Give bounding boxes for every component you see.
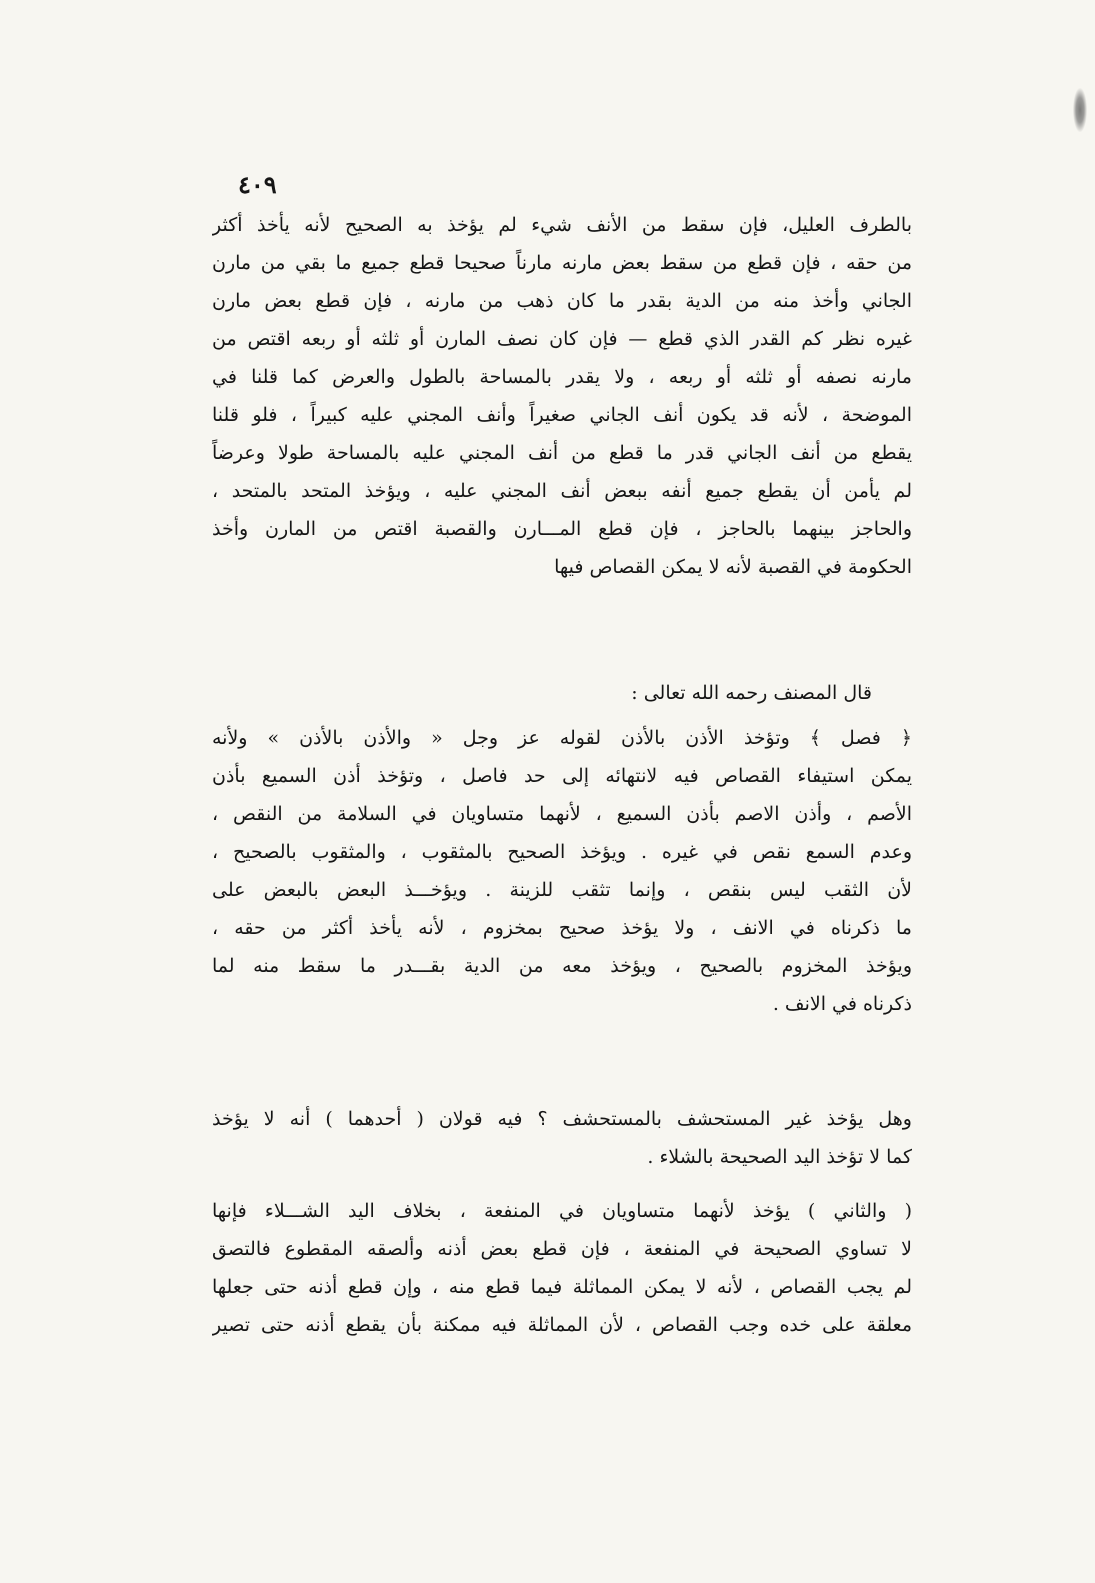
scan-speck (1073, 88, 1087, 132)
text-line: الأصم ، وأذن الاصم بأذن السميع ، لأنهما متساويان في السلامة من النقص ، (212, 803, 912, 825)
text-line: وعدم السمع نقص في غيره . ويؤخذ الصحيح بالمثقوب ، والمثقوب بالصحيح ، (212, 841, 912, 863)
text-line: وهل يؤخذ غير المستحشف بالمستحشف ؟ فيه قولان ( أحدهما ) أنه لا يؤخذ (212, 1108, 912, 1130)
text-line: قال المصنف رحمه الله تعالى : (631, 682, 872, 704)
paragraph-nose-retaliation (212, 206, 912, 586)
text-line: ما ذكرناه في الانف ، ولا يؤخذ صحيح بمخزوم ، لأنه يأخذ أكثر من حقه ، (212, 917, 912, 939)
text-line: يقطع من أنف الجاني قدر ما قطع من أنف المجني عليه بالمساحة طولا وعرضاً (212, 442, 912, 464)
text-line: غيره نظر كم القدر الذي قطع — فإن كان نصف المارن أو ثلثه أو ربعه اقتص من (212, 328, 912, 350)
text-line: والحاجز بينهما بالحاجز ، فإن قطع المـــارن والقصبة اقتص من المارن وأخذ (212, 518, 912, 540)
text-line: ( والثاني ) يؤخذ لأنهما متساويان في المنفعة ، بخلاف اليد الشـــلاء فإنها (212, 1200, 912, 1222)
text-line: ذكرناه في الانف . (772, 993, 912, 1015)
text-line: معلقة على خده وجب القصاص ، لأن المماثلة فيه ممكنة بأن يقطع أذنه حتى تصير (212, 1314, 912, 1336)
text-line: مارنه نصفه أو ثلثه أو ربعه ، ولا يقدر بالمساحة بالطول والعرض كما قلنا في (212, 366, 912, 388)
paragraph-second-opinion (212, 1192, 912, 1344)
paragraph-section-ear (212, 719, 912, 1023)
text-line: لأن الثقب ليس بنقص ، وإنما تثقب للزينة . ويؤخـــذ البعض بالبعض على (212, 879, 912, 901)
text-line: بالطرف العليل، فإن سقط من الأنف شيء لم يؤخذ به الصحيح لأنه يأخذ أكثر (212, 214, 912, 236)
page-number: ٤٠٩ (238, 170, 277, 199)
paragraph-author-said (212, 674, 912, 712)
text-line: لا تساوي الصحيحة في المنفعة ، فإن قطع بعض أذنه وألصقه المقطوع فالتصق (212, 1238, 912, 1260)
text-line: كما لا تؤخذ اليد الصحيحة بالشلاء . (647, 1146, 912, 1168)
text-line: الجاني وأخذ منه من الدية بقدر ما كان ذهب من مارنه ، فإن قطع بعض مارن (212, 290, 912, 312)
text-line: الحكومة في القصبة لأنه لا يمكن القصاص فيها (554, 556, 912, 578)
text-line: ﴿ فصل ﴾ وتؤخذ الأذن بالأذن لقوله عز وجل « والأذن بالأذن » ولأنه (212, 727, 912, 749)
text-line: لم يأمن أن يقطع جميع أنفه ببعض أنف المجني عليه ، ويؤخذ المتحد بالمتحد ، (212, 480, 912, 502)
text-line: ويؤخذ المخزوم بالصحيح ، ويؤخذ معه من الدية بقـــدر ما سقط منه لما (212, 955, 912, 977)
text-line: من حقه ، فإن قطع من سقط بعض مارنه مارناً صحيحا قطع جميع ما بقي من مارن (212, 252, 912, 274)
text-line: الموضحة ، لأنه قد يكون أنف الجاني صغيراً وأنف المجني عليه كبيراً ، فلو قلنا (212, 404, 912, 426)
text-line: يمكن استيفاء القصاص فيه لانتهائه إلى حد فاصل ، وتؤخذ أذن السميع بأذن (212, 765, 912, 787)
text-line: لم يجب القصاص ، لأنه لا يمكن المماثلة فيما قطع منه ، وإن قطع أذنه حتى جعلها (212, 1276, 912, 1298)
paragraph-two-opinions (212, 1100, 912, 1176)
